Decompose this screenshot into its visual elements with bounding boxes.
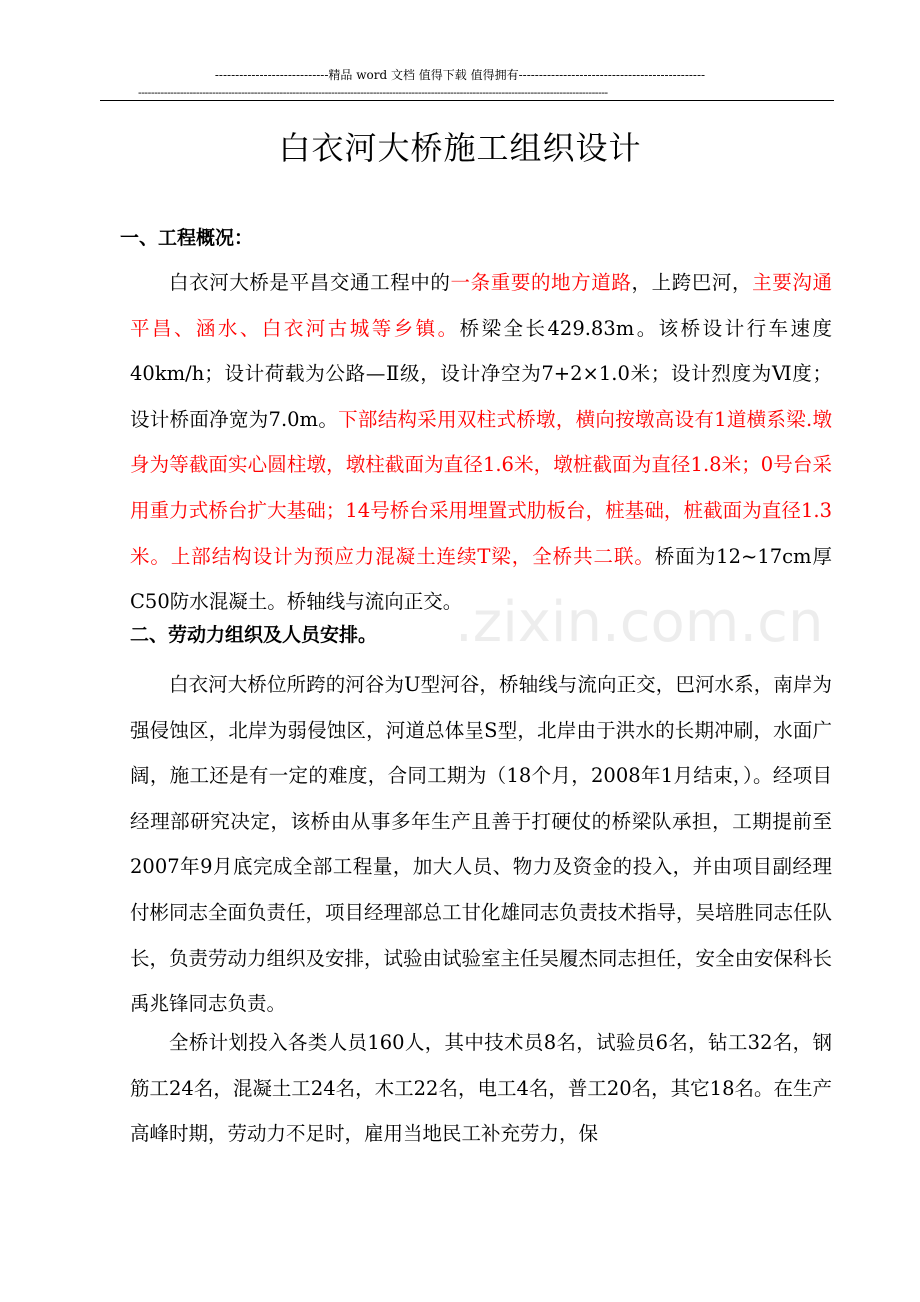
page-header-dashes: --------------------------------------------------------------------------------------------------------------------------------------------------: [138, 86, 608, 99]
document-title: 白衣河大桥施工组织设计: [278, 129, 642, 167]
overview-text-4: 桥面为12~17cm厚C50防水混凝土。桥轴线与流向正交。: [130, 544, 832, 614]
overview-text-3: 桥梁全长429.83m。该桥设计行车速度40km/h；设计荷载为公路—Ⅱ级，设计净空为7+2×1.0米；设计烈度为Ⅵ度；设计桥面净宽为7.0m。: [130, 316, 832, 431]
overview-highlight-1: 一条重要的地方道路: [450, 271, 632, 294]
overview-text-2: ，上跨巴河，: [631, 271, 753, 294]
overview-text-1: 白衣河大桥是平昌交通工程中的: [169, 271, 451, 294]
watermark-text: .zixin.com.cn: [455, 590, 824, 655]
labor-paragraph-1: 白衣河大桥位所跨的河谷为U型河谷，桥轴线与流向正交，巴河水系，南岸为强侵蚀区，北岸为弱侵蚀区，河道总体呈S型，北岸由于洪水的长期冲刷，水面广阔，施工还是有一定的难度，合同工期为（18个月，2008年1月结束，）。经项目经理部研究决定，该桥由从事多年生产且善于打硬仗的桥梁队承担，工期提前至2007年9月底完成全部工程量，加大人员、物力及资金的投入，并由项目副经理付彬同志全面负责任，项目经理部总工甘化雄同志负责技术指导，吴培胜同志任队长，负责劳动力组织及安排，试验由试验室主任吴履杰同志担任，安全由安保科长禹兆锋同志负责。: [130, 673, 833, 1016]
overview-highlight-2: 主要沟通平昌、涵水、白衣河古城等乡镇。: [130, 271, 832, 340]
overview-highlight-3: 下部结构采用双柱式桥墩，横向按墩高设有1道横系梁.墩身为等截面实心圆柱墩，墩柱截面为直径1.6米，墩桩截面为直径1.8米；0号台采用重力式桥台扩大基础；14号桥台采用埋置式肋板台，桩基础，桩截面为直径1.3米。上部结构设计为预应力混凝土连续T梁，全桥共二联。: [130, 407, 832, 568]
section-heading-overview: 一、工程概况：: [120, 227, 254, 249]
header-rule: [100, 100, 834, 101]
page-header-banner: ----------------------------精品 word 文档 值得下载 值得拥有----------------------------------------------: [214, 68, 706, 82]
section-heading-labor: 二、劳动力组织及人员安排。: [130, 624, 378, 646]
labor-paragraph-2: 全桥计划投入各类人员160人，其中技术员8名，试验员6名，钻工32名，钢筋工24名，混凝土工24名，木工22名，电工4名，普工20名，其它18名。在生产高峰时期，劳动力不足时，雇用当地民工补充劳力，保: [130, 1031, 832, 1146]
overview-paragraph: [130, 260, 832, 625]
